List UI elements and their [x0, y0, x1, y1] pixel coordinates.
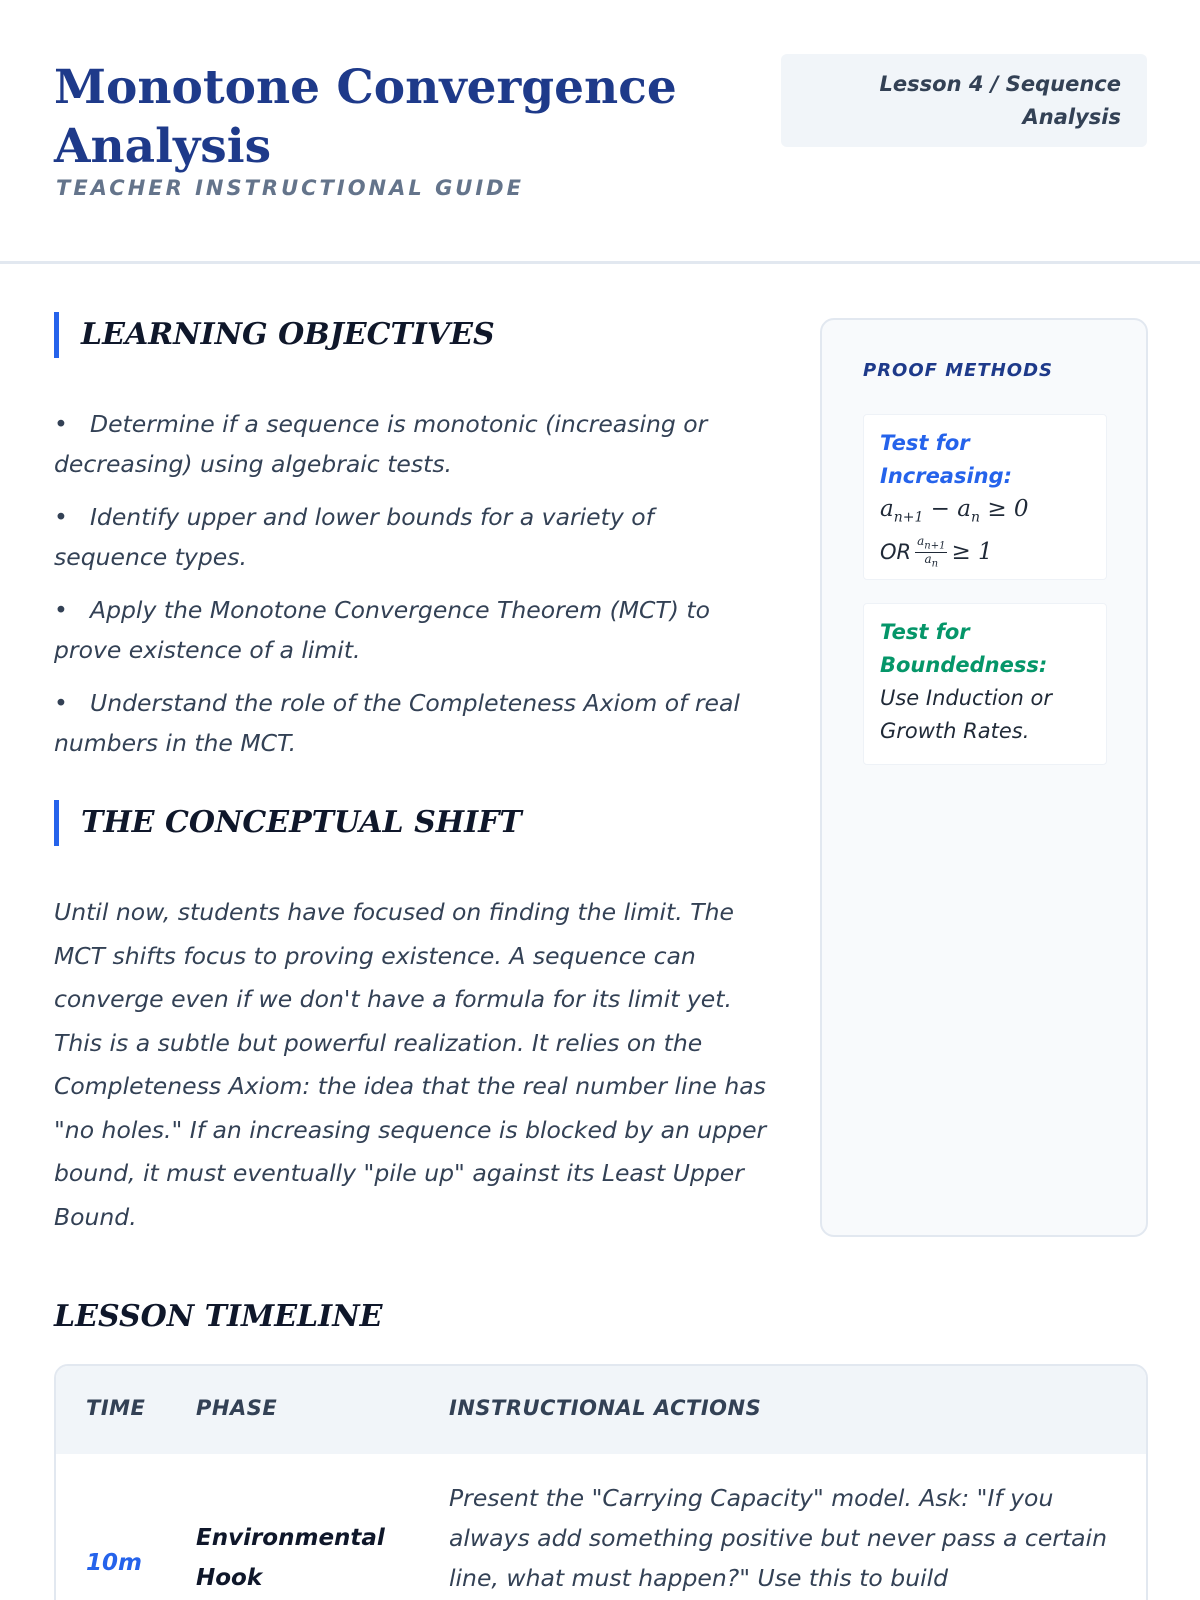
objective-text: Determine if a sequence is monotonic (increasing or decreasing) using algebraic tests. [54, 410, 708, 478]
bullet: • [54, 410, 68, 438]
list-item [54, 683, 774, 763]
ratio-formula [880, 534, 1090, 571]
objectives-list [54, 404, 774, 776]
conceptual-shift-heading: THE CONCEPTUAL SHIFT [54, 800, 522, 846]
page-header [0, 0, 1200, 264]
boundedness-note: Use Induction or Growth Rates. [880, 686, 1052, 743]
ratio-fraction [915, 535, 947, 571]
objective-text: Identify upper and lower bounds for a variety of sequence types. [54, 503, 654, 571]
formula-op: ≥ 1 [951, 538, 993, 565]
boundedness-test-title: Test for Boundedness: [880, 620, 1048, 677]
row-phase: Environmental Hook [196, 1525, 385, 1591]
column-header-time: TIME [86, 1396, 146, 1420]
or-label: OR [880, 539, 912, 564]
objective-text: Apply the Monotone Convergence Theorem (MCT) to prove existence of a limit. [54, 596, 711, 664]
bullet: • [54, 503, 68, 531]
increasing-test-card [863, 414, 1107, 580]
conceptual-shift-body: Until now, students have focused on finding the limit. The MCT shifts focus to proving existence. A sequence can converge even if we don't have a formula for its limit yet. This is a subtle but powerful realization. It relies on the Completeness Axiom: the idea that the real number line has "no holes." If an increasing sequence is blocked by an upper bound, it must eventually "pile up" against its Least Upper Bound. [54, 898, 767, 1231]
increasing-test-title: Test for Increasing: [880, 431, 1013, 488]
page-title: Monotone Convergence Analysis [54, 60, 677, 174]
row-actions: Present the "Carrying Capacity" model. Ask: "If you always add something positive but never pass a certain line, what must happen?" Use this to build [449, 1484, 1107, 1592]
bullet: • [54, 689, 68, 717]
list-item [54, 497, 774, 577]
column-header-actions: INSTRUCTIONAL ACTIONS [449, 1396, 762, 1420]
difference-formula [880, 493, 1090, 534]
list-item [54, 590, 774, 670]
formula-var: a [957, 496, 971, 522]
proof-methods-panel [820, 318, 1148, 1237]
lesson-badge: Lesson 4 / Sequence Analysis [781, 54, 1147, 147]
bullet: • [54, 596, 68, 624]
boundedness-test-card [863, 603, 1107, 765]
timeline-table [54, 1364, 1148, 1600]
column-header-phase: PHASE [196, 1396, 278, 1420]
list-item [54, 404, 774, 484]
formula-sub: n [971, 509, 981, 526]
objective-text: Understand the role of the Completeness Axiom of real numbers in the MCT. [54, 689, 740, 757]
row-time: 10m [86, 1550, 142, 1576]
proof-methods-title: PROOF METHODS [863, 360, 1053, 381]
table-header-row [56, 1366, 1146, 1454]
objectives-heading: LEARNING OBJECTIVES [54, 312, 495, 358]
formula-op: ≥ 0 [980, 496, 1029, 522]
page-subtitle: TEACHER INSTRUCTIONAL GUIDE [56, 176, 524, 200]
fraction-denominator: $a_n$ [924, 552, 939, 570]
timeline-heading: LESSON TIMELINE [54, 1299, 383, 1334]
formula-op: − [923, 496, 958, 522]
fraction-numerator: $a_{n+1}$ [917, 533, 946, 552]
formula-var: a [880, 496, 894, 522]
formula-sub: n+1 [893, 509, 924, 526]
